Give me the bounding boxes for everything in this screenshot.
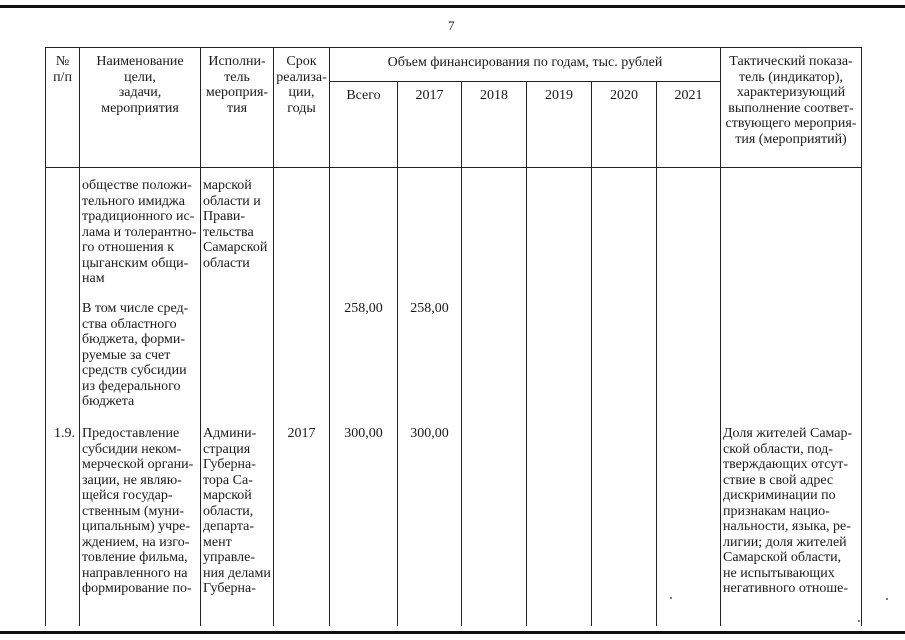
row-num <box>46 301 80 426</box>
row-num <box>46 178 80 301</box>
table-row <box>46 178 862 301</box>
row-name: обществе положи- тельного имиджа традиционного ис- лама и толерантно- го отношения к цыганским общи- нам <box>80 178 201 301</box>
header-name: Наименование цели, задачи, мероприятия <box>80 48 201 168</box>
header-executor: Исполни- тель мероприя- тия <box>201 48 274 168</box>
table-row <box>46 426 862 626</box>
row-num: 1.9. <box>46 426 80 626</box>
row-term <box>274 178 330 301</box>
header-year-2018: 2018 <box>462 82 527 168</box>
row-2017: 258,00 <box>398 301 462 426</box>
header-year-2017: 2017 <box>398 82 462 168</box>
row-indicator <box>721 301 862 426</box>
header-funding-group: Объем финансирования по годам, тыс. рублей <box>330 48 721 82</box>
row-name: Предоставление субсидии неком- мерческой органи- зации, не являю- щейся государ- ственным (муни- ципальным) учре- ждением, на изго- товление фильма, направленного на формирование по- <box>80 426 201 626</box>
header-total: Всего <box>330 82 398 168</box>
row-total <box>330 178 398 301</box>
top-border-rule <box>0 5 905 8</box>
row-2017: 300,00 <box>398 426 462 626</box>
funding-table <box>45 47 862 626</box>
spacer-row <box>46 168 862 179</box>
row-indicator <box>721 178 862 301</box>
row-executor <box>201 301 274 426</box>
header-num: № п/п <box>46 48 80 168</box>
header-year-2019: 2019 <box>527 82 592 168</box>
table-row <box>46 301 862 426</box>
row-total: 300,00 <box>330 426 398 626</box>
header-year-2020: 2020 <box>592 82 657 168</box>
scan-speck <box>670 597 672 599</box>
page-number: 7 <box>448 18 455 33</box>
bottom-border-rule <box>0 631 905 634</box>
table-header-row <box>46 48 862 82</box>
row-name: В том числе сред- ства областного бюджета, форми- руемые за счет средств субсидии из федерального бюджета <box>80 301 201 426</box>
row-executor: Админи- страция Губерна- тора Са- марской области, департа- мент управле- ния делами Губерна- <box>201 426 274 626</box>
row-term: 2017 <box>274 426 330 626</box>
row-term <box>274 301 330 426</box>
row-indicator: Доля жителей Самар- ской области, под- тверждающих отсут- ствие в свой адрес дискриминации по признакам нацио- нальности, языка, ре- лигии; доля жителей Самарской области, не испытывающих негативного отноше- <box>721 426 862 626</box>
header-year-2021: 2021 <box>657 82 721 168</box>
header-indicator: Тактический показа- тель (индикатор), характеризующий выполнение соответ- ствующего мероприя- тия (мероприятий) <box>721 48 862 168</box>
row-total: 258,00 <box>330 301 398 426</box>
row-executor: марской области и Прави- тельства Самарской области <box>201 178 274 301</box>
scan-speck <box>858 620 860 622</box>
scan-speck <box>886 598 888 600</box>
header-term: Срок реализа- ции, годы <box>274 48 330 168</box>
row-2017 <box>398 178 462 301</box>
